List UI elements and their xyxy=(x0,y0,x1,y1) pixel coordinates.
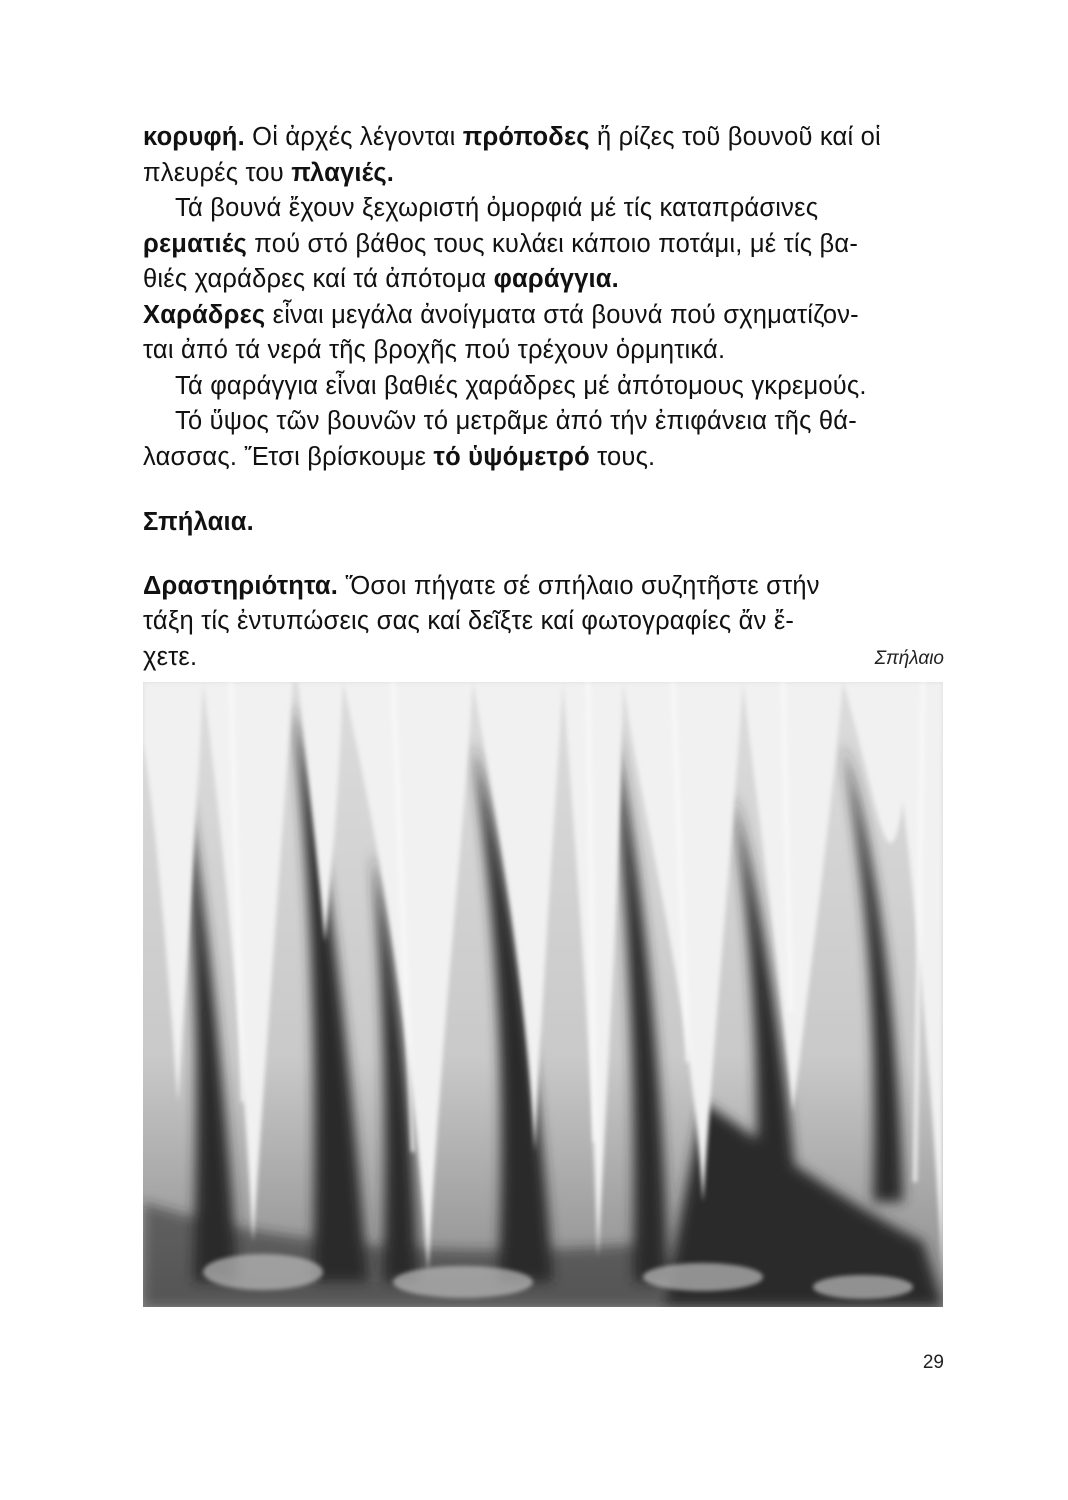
text-line: κορυφή. Οἱ ἀρχές λέγονται πρόποδες ἤ ρίζες τοῦ βουνοῦ καί οἱ xyxy=(143,123,881,151)
cave-photo xyxy=(143,682,943,1307)
body-text xyxy=(143,120,953,675)
text-line: θιές χαράδρες καί τά ἀπότομα φαράγγια. xyxy=(143,265,619,293)
section-heading: Σπήλαια. xyxy=(143,508,254,536)
activity-line: χετε. xyxy=(143,642,198,671)
term-chasms: Χαράδρες xyxy=(143,300,266,329)
term-gorges: φαράγγια. xyxy=(493,265,619,293)
text-line: Χαράδρες εἶναι μεγάλα ἀνοίγματα στά βουνά πού σχηματίζον- xyxy=(143,300,859,329)
text-line: Τά φαράγγια εἶναι βαθιές χαράδρες μέ ἀπότομους γκρεμούς. xyxy=(175,371,867,400)
activity-label: Δραστηριότητα. xyxy=(143,571,339,600)
text-line: λασσας. Ἔτσι βρίσκουμε τό ὑψόμετρό τους. xyxy=(143,442,656,471)
term-peak: κορυφή. xyxy=(143,123,245,151)
term-altitude: τό ὑψόμετρό xyxy=(433,442,590,471)
text-line: ρεματιές πού στό βάθος τους κυλάει κάποιο ποτάμι, μέ τίς βα- xyxy=(143,229,859,258)
activity-line: Δραστηριότητα. Ὅσοι πήγατε σέ σπήλαιο συζητῆστε στήν xyxy=(143,571,820,600)
activity-line: τάξη τίς ἐντυπώσεις σας καί δεῖξτε καί φωτογραφίες ἄν ἔ- xyxy=(143,607,795,635)
term-foothills: πρόποδες xyxy=(462,123,590,151)
term-slopes: πλαγιές. xyxy=(291,158,395,187)
text-line: ται ἀπό τά νερά τῆς βροχῆς πού τρέχουν ὁρμητικά. xyxy=(143,336,726,364)
text-line: πλευρές του πλαγιές. xyxy=(143,158,395,187)
text-line: Τό ὕψος τῶν βουνῶν τό μετρᾶμε ἀπό τήν ἐπιφάνεια τῆς θά- xyxy=(175,407,857,435)
figure-caption: Σπήλαιο xyxy=(874,648,944,669)
stalactites-image xyxy=(143,682,943,1307)
term-ravines: ρεματιές xyxy=(143,229,247,258)
page-number: 29 xyxy=(922,1352,944,1373)
text-line: Τά βουνά ἔχουν ξεχωριστή ὀμορφιά μέ τίς καταπράσινες xyxy=(175,194,819,222)
